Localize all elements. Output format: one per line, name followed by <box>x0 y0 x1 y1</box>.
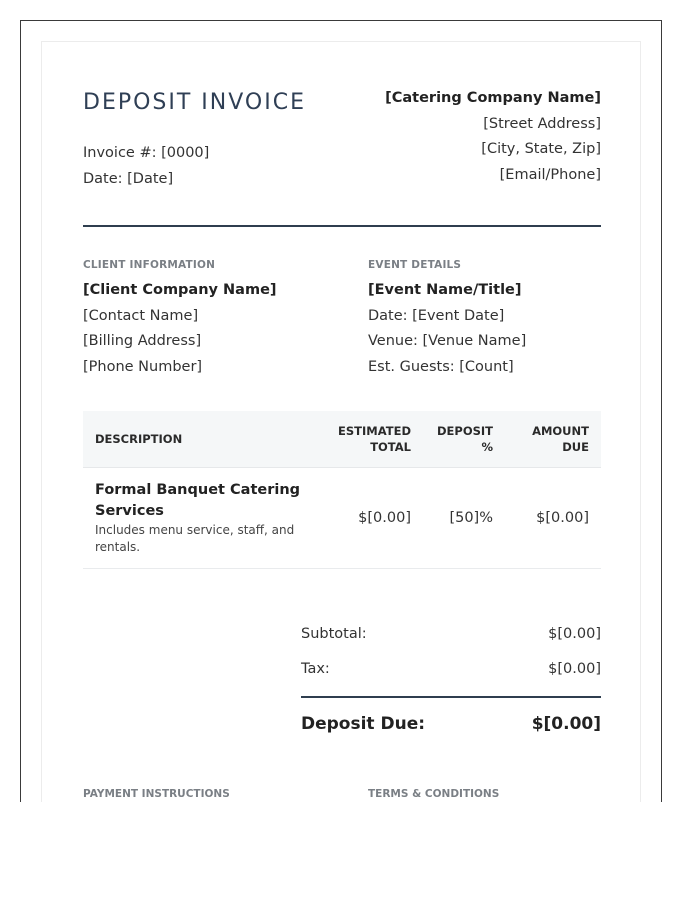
table-header <box>83 411 601 468</box>
company-street: [Street Address] <box>483 115 601 132</box>
company-city: [City, State, Zip] <box>481 141 601 157</box>
deposit-due-label: Deposit Due: <box>301 714 426 734</box>
table-row <box>83 468 601 569</box>
event-venue: Venue: [Venue Name] <box>368 333 527 349</box>
header-estimated-total-line2: TOTAL <box>370 440 411 454</box>
subtotal-label: Subtotal: <box>301 625 367 642</box>
totals-block <box>301 616 601 750</box>
document-viewport <box>20 20 662 802</box>
tax-label: Tax: <box>301 660 330 677</box>
item-description: Includes menu service, staff, and rentals. <box>95 523 295 554</box>
item-name: Formal Banquet Catering Services <box>95 482 301 519</box>
row-description-cell <box>83 480 309 556</box>
item-estimated-total: $[0.00] <box>358 510 411 526</box>
event-name: [Event Name/Title] <box>368 282 522 298</box>
client-billing-address: [Billing Address] <box>83 333 202 349</box>
header-deposit-pct <box>411 423 493 455</box>
invoice-sheet <box>41 41 641 802</box>
client-information <box>83 258 277 380</box>
subtotal-row <box>301 616 601 651</box>
deposit-due-value: $[0.00] <box>531 714 601 734</box>
line-items-table <box>83 411 601 569</box>
company-name: [Catering Company Name] <box>385 90 601 106</box>
invoice-number: Invoice #: [0000] <box>83 145 210 161</box>
header-deposit-pct-line1: DEPOSIT <box>436 424 493 438</box>
header-amount-due-line2: DUE <box>562 440 589 454</box>
invoice-date: Date: [Date] <box>83 171 174 187</box>
event-section-label: EVENT DETAILS <box>368 259 462 271</box>
tax-row <box>301 651 601 686</box>
event-guests: Est. Guests: [Count] <box>368 358 514 375</box>
tax-value: $[0.00] <box>548 660 601 677</box>
item-amount-due: $[0.00] <box>536 510 589 526</box>
terms-conditions-label: TERMS & CONDITIONS <box>368 788 500 800</box>
header-description: DESCRIPTION <box>95 432 183 446</box>
header-amount-due <box>493 423 589 455</box>
event-details <box>368 258 526 380</box>
client-section-label: CLIENT INFORMATION <box>83 259 216 271</box>
deposit-due-row <box>301 698 601 750</box>
invoice-title: DEPOSIT INVOICE <box>83 90 306 115</box>
company-contact: [Email/Phone] <box>499 166 601 183</box>
subtotal-value: $[0.00] <box>548 625 601 642</box>
company-info <box>385 86 601 188</box>
payment-instructions-label: PAYMENT INSTRUCTIONS <box>83 788 230 800</box>
header-deposit-pct-line2: % <box>481 440 493 454</box>
header-amount-due-line1: AMOUNT <box>532 424 589 438</box>
client-company-name: [Client Company Name] <box>83 282 277 298</box>
client-contact-name: [Contact Name] <box>83 307 199 324</box>
invoice-meta <box>83 140 209 192</box>
event-date: Date: [Event Date] <box>368 307 505 324</box>
client-phone-number: [Phone Number] <box>83 358 203 375</box>
header-estimated-total-line1: ESTIMATED <box>338 424 411 438</box>
item-deposit-pct: [50]% <box>449 510 493 526</box>
header-estimated-total <box>309 423 411 455</box>
header-divider <box>83 225 601 227</box>
